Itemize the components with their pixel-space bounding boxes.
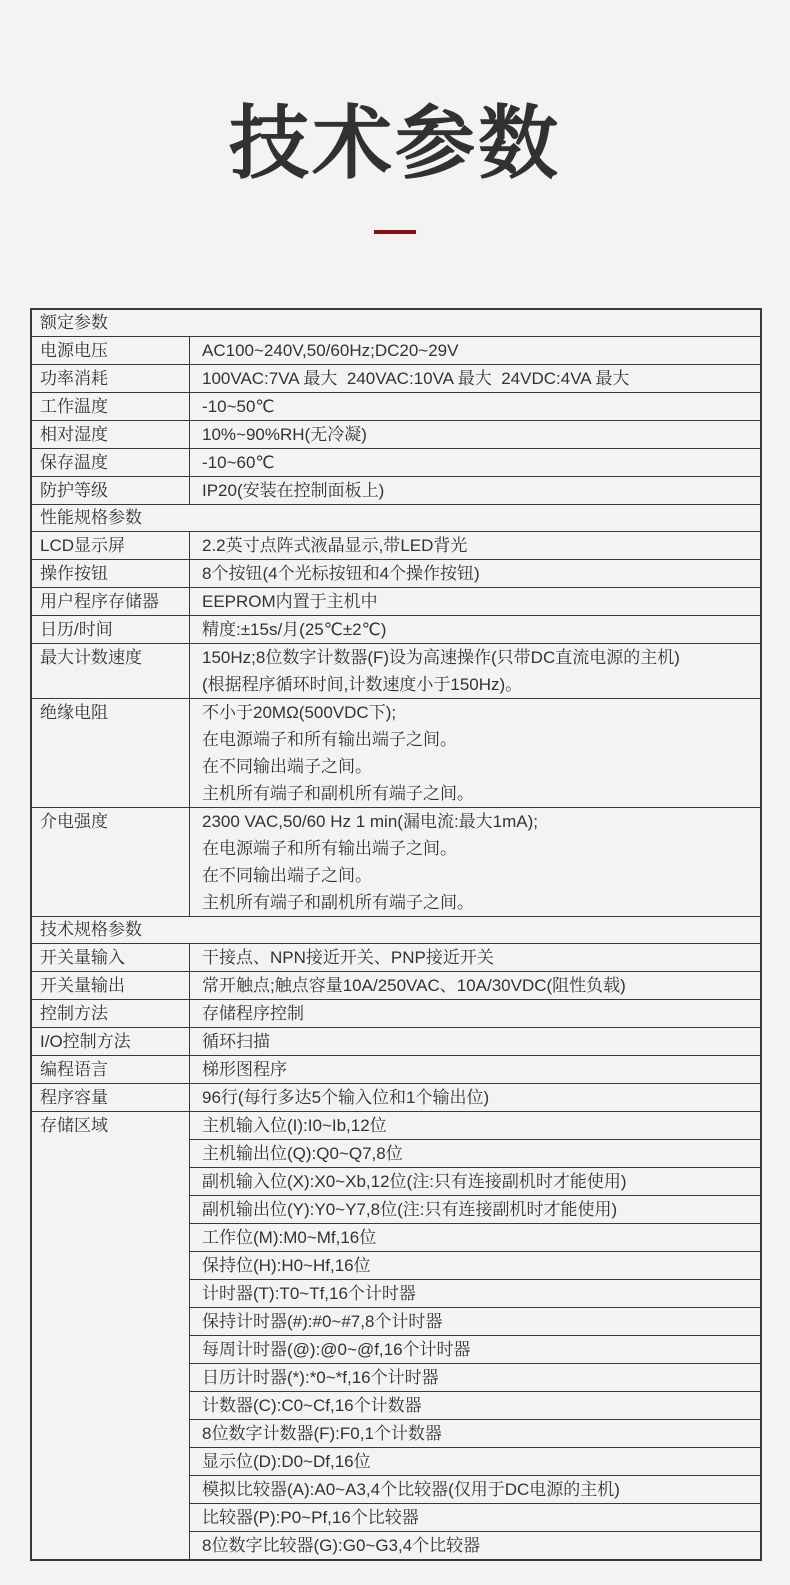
- table-row: [32, 1111, 760, 1559]
- value-line: 主机所有端子和副机所有端子之间。: [202, 784, 474, 803]
- row-value-cell: [190, 588, 760, 615]
- table-row: [32, 1083, 760, 1111]
- sub-row: 保持计时器(#):#0~#7,8个计时器: [190, 1307, 760, 1335]
- row-value-cell: [190, 449, 760, 476]
- page-title: 技术参数: [229, 99, 561, 188]
- row-value-cell: [190, 365, 760, 392]
- value-line: 150Hz;8位数字计数器(F)设为高速操作(只带DC直流电源的主机): [202, 648, 680, 667]
- value-line: 在不同输出端子之间。: [202, 866, 372, 885]
- sub-row: 日历计时器(*):*0~*f,16个计时器: [190, 1363, 760, 1391]
- value-line: 在电源端子和所有输出端子之间。: [202, 839, 457, 858]
- row-value-cell: [190, 1000, 760, 1027]
- sub-row: 副机输入位(X):X0~Xb,12位(注:只有连接副机时才能使用): [190, 1167, 760, 1195]
- value-line: -10~50℃: [202, 397, 275, 416]
- value-line: EEPROM内置于主机中: [202, 592, 378, 611]
- table-row: [32, 943, 760, 971]
- row-value-cell: [190, 644, 760, 698]
- row-value-cell: [190, 1028, 760, 1055]
- row-value-cell: [190, 972, 760, 999]
- row-value-cell: [190, 616, 760, 643]
- row-value-cell: [190, 699, 760, 807]
- row-label: 操作按钮: [32, 560, 190, 587]
- row-value-cell: [190, 393, 760, 420]
- value-line: 2.2英寸点阵式液晶显示,带LED背光: [202, 536, 468, 555]
- spec-table: [30, 308, 762, 1561]
- row-value-cell: [190, 337, 760, 364]
- sub-row: 计数器(C):C0~Cf,16个计数器: [190, 1391, 760, 1419]
- value-line: 循环扫描: [202, 1032, 270, 1051]
- sub-row: 8位数字计数器(F):F0,1个计数器: [190, 1419, 760, 1447]
- row-label: 控制方法: [32, 1000, 190, 1027]
- sub-row: 主机输出位(Q):Q0~Q7,8位: [190, 1139, 760, 1167]
- table-row: [32, 420, 760, 448]
- table-row: [32, 971, 760, 999]
- table-row: [32, 559, 760, 587]
- row-value-cell: [190, 1084, 760, 1111]
- row-label: 开关量输入: [32, 944, 190, 971]
- table-row: [32, 476, 760, 504]
- row-label: I/O控制方法: [32, 1028, 190, 1055]
- value-line: AC100~240V,50/60Hz;DC20~29V: [202, 341, 459, 360]
- value-line: 精度:±15s/月(25℃±2℃): [202, 620, 387, 639]
- sub-row: 计时器(T):T0~Tf,16个计时器: [190, 1279, 760, 1307]
- value-line: 梯形图程序: [202, 1060, 287, 1079]
- sub-row: 副机输出位(Y):Y0~Y7,8位(注:只有连接副机时才能使用): [190, 1195, 760, 1223]
- row-label: 功率消耗: [32, 365, 190, 392]
- value-line: 干接点、NPN接近开关、PNP接近开关: [202, 948, 494, 967]
- table-row: [32, 807, 760, 916]
- row-label: 开关量输出: [32, 972, 190, 999]
- value-line: 10%~90%RH(无冷凝): [202, 425, 367, 444]
- value-line: IP20(安装在控制面板上): [202, 481, 385, 500]
- table-row: [32, 448, 760, 476]
- section-header: 性能规格参数: [32, 504, 760, 531]
- value-line: 100VAC:7VA 最大 240VAC:10VA 最大 24VDC:4VA 最大: [202, 369, 630, 388]
- row-label: 日历/时间: [32, 616, 190, 643]
- row-value-cell: [190, 1112, 760, 1559]
- value-line: 存储程序控制: [202, 1004, 304, 1023]
- value-line: 主机所有端子和副机所有端子之间。: [202, 893, 474, 912]
- row-value-cell: [190, 560, 760, 587]
- sub-row: 主机输入位(I):I0~Ib,12位: [202, 1116, 387, 1135]
- table-row: [32, 999, 760, 1027]
- table-row: [32, 643, 760, 698]
- row-value-cell: [190, 532, 760, 559]
- row-label: 最大计数速度: [32, 644, 190, 698]
- row-value-cell: [190, 808, 760, 916]
- row-label: 电源电压: [32, 337, 190, 364]
- row-label: 编程语言: [32, 1056, 190, 1083]
- value-line: 常开触点;触点容量10A/250VAC、10A/30VDC(阻性负载): [202, 976, 626, 995]
- title-underline: [374, 230, 416, 234]
- section-header: 技术规格参数: [32, 916, 760, 943]
- row-label: 相对湿度: [32, 421, 190, 448]
- table-row: [32, 1055, 760, 1083]
- page: [0, 98, 790, 1585]
- table-row: [32, 615, 760, 643]
- row-label: 绝缘电阻: [32, 699, 190, 807]
- table-row: [32, 336, 760, 364]
- value-line: 96行(每行多达5个输入位和1个输出位): [202, 1088, 490, 1107]
- sub-row: 显示位(D):D0~Df,16位: [190, 1447, 760, 1475]
- row-value-cell: [190, 944, 760, 971]
- value-line: 2300 VAC,50/60 Hz 1 min(漏电流:最大1mA);: [202, 812, 539, 831]
- row-label: 防护等级: [32, 477, 190, 504]
- sub-row: 8位数字比较器(G):G0~G3,4个比较器: [190, 1531, 760, 1559]
- row-label: 存储区域: [32, 1112, 190, 1559]
- sub-row: 工作位(M):M0~Mf,16位: [190, 1223, 760, 1251]
- sub-row: 保持位(H):H0~Hf,16位: [190, 1251, 760, 1279]
- row-label: 程序容量: [32, 1084, 190, 1111]
- table-row: [32, 1027, 760, 1055]
- section-header: 额定参数: [40, 313, 108, 332]
- value-line: 在电源端子和所有输出端子之间。: [202, 730, 457, 749]
- value-line: 8个按钮(4个光标按钮和4个操作按钮): [202, 564, 480, 583]
- row-label: 工作温度: [32, 393, 190, 420]
- row-label: 介电强度: [32, 808, 190, 916]
- value-line: 在不同输出端子之间。: [202, 757, 372, 776]
- value-line: 不小于20MΩ(500VDC下);: [202, 703, 397, 722]
- sub-row: 每周计时器(@):@0~@f,16个计时器: [190, 1335, 760, 1363]
- row-value-cell: [190, 421, 760, 448]
- value-line: (根据程序循环时间,计数速度小于150Hz)。: [202, 675, 523, 694]
- row-label: LCD显示屏: [32, 532, 190, 559]
- table-row: [32, 698, 760, 807]
- table-row: [32, 587, 760, 615]
- table-row: [32, 531, 760, 559]
- value-line: -10~60℃: [202, 453, 275, 472]
- sub-row: 模拟比较器(A):A0~A3,4个比较器(仅用于DC电源的主机): [190, 1475, 760, 1503]
- row-label: 用户程序存储器: [32, 588, 190, 615]
- sub-row: 比较器(P):P0~Pf,16个比较器: [190, 1503, 760, 1531]
- row-label: 保存温度: [32, 449, 190, 476]
- table-row: [32, 392, 760, 420]
- row-value-cell: [190, 477, 760, 504]
- table-row: [32, 364, 760, 392]
- row-value-cell: [190, 1056, 760, 1083]
